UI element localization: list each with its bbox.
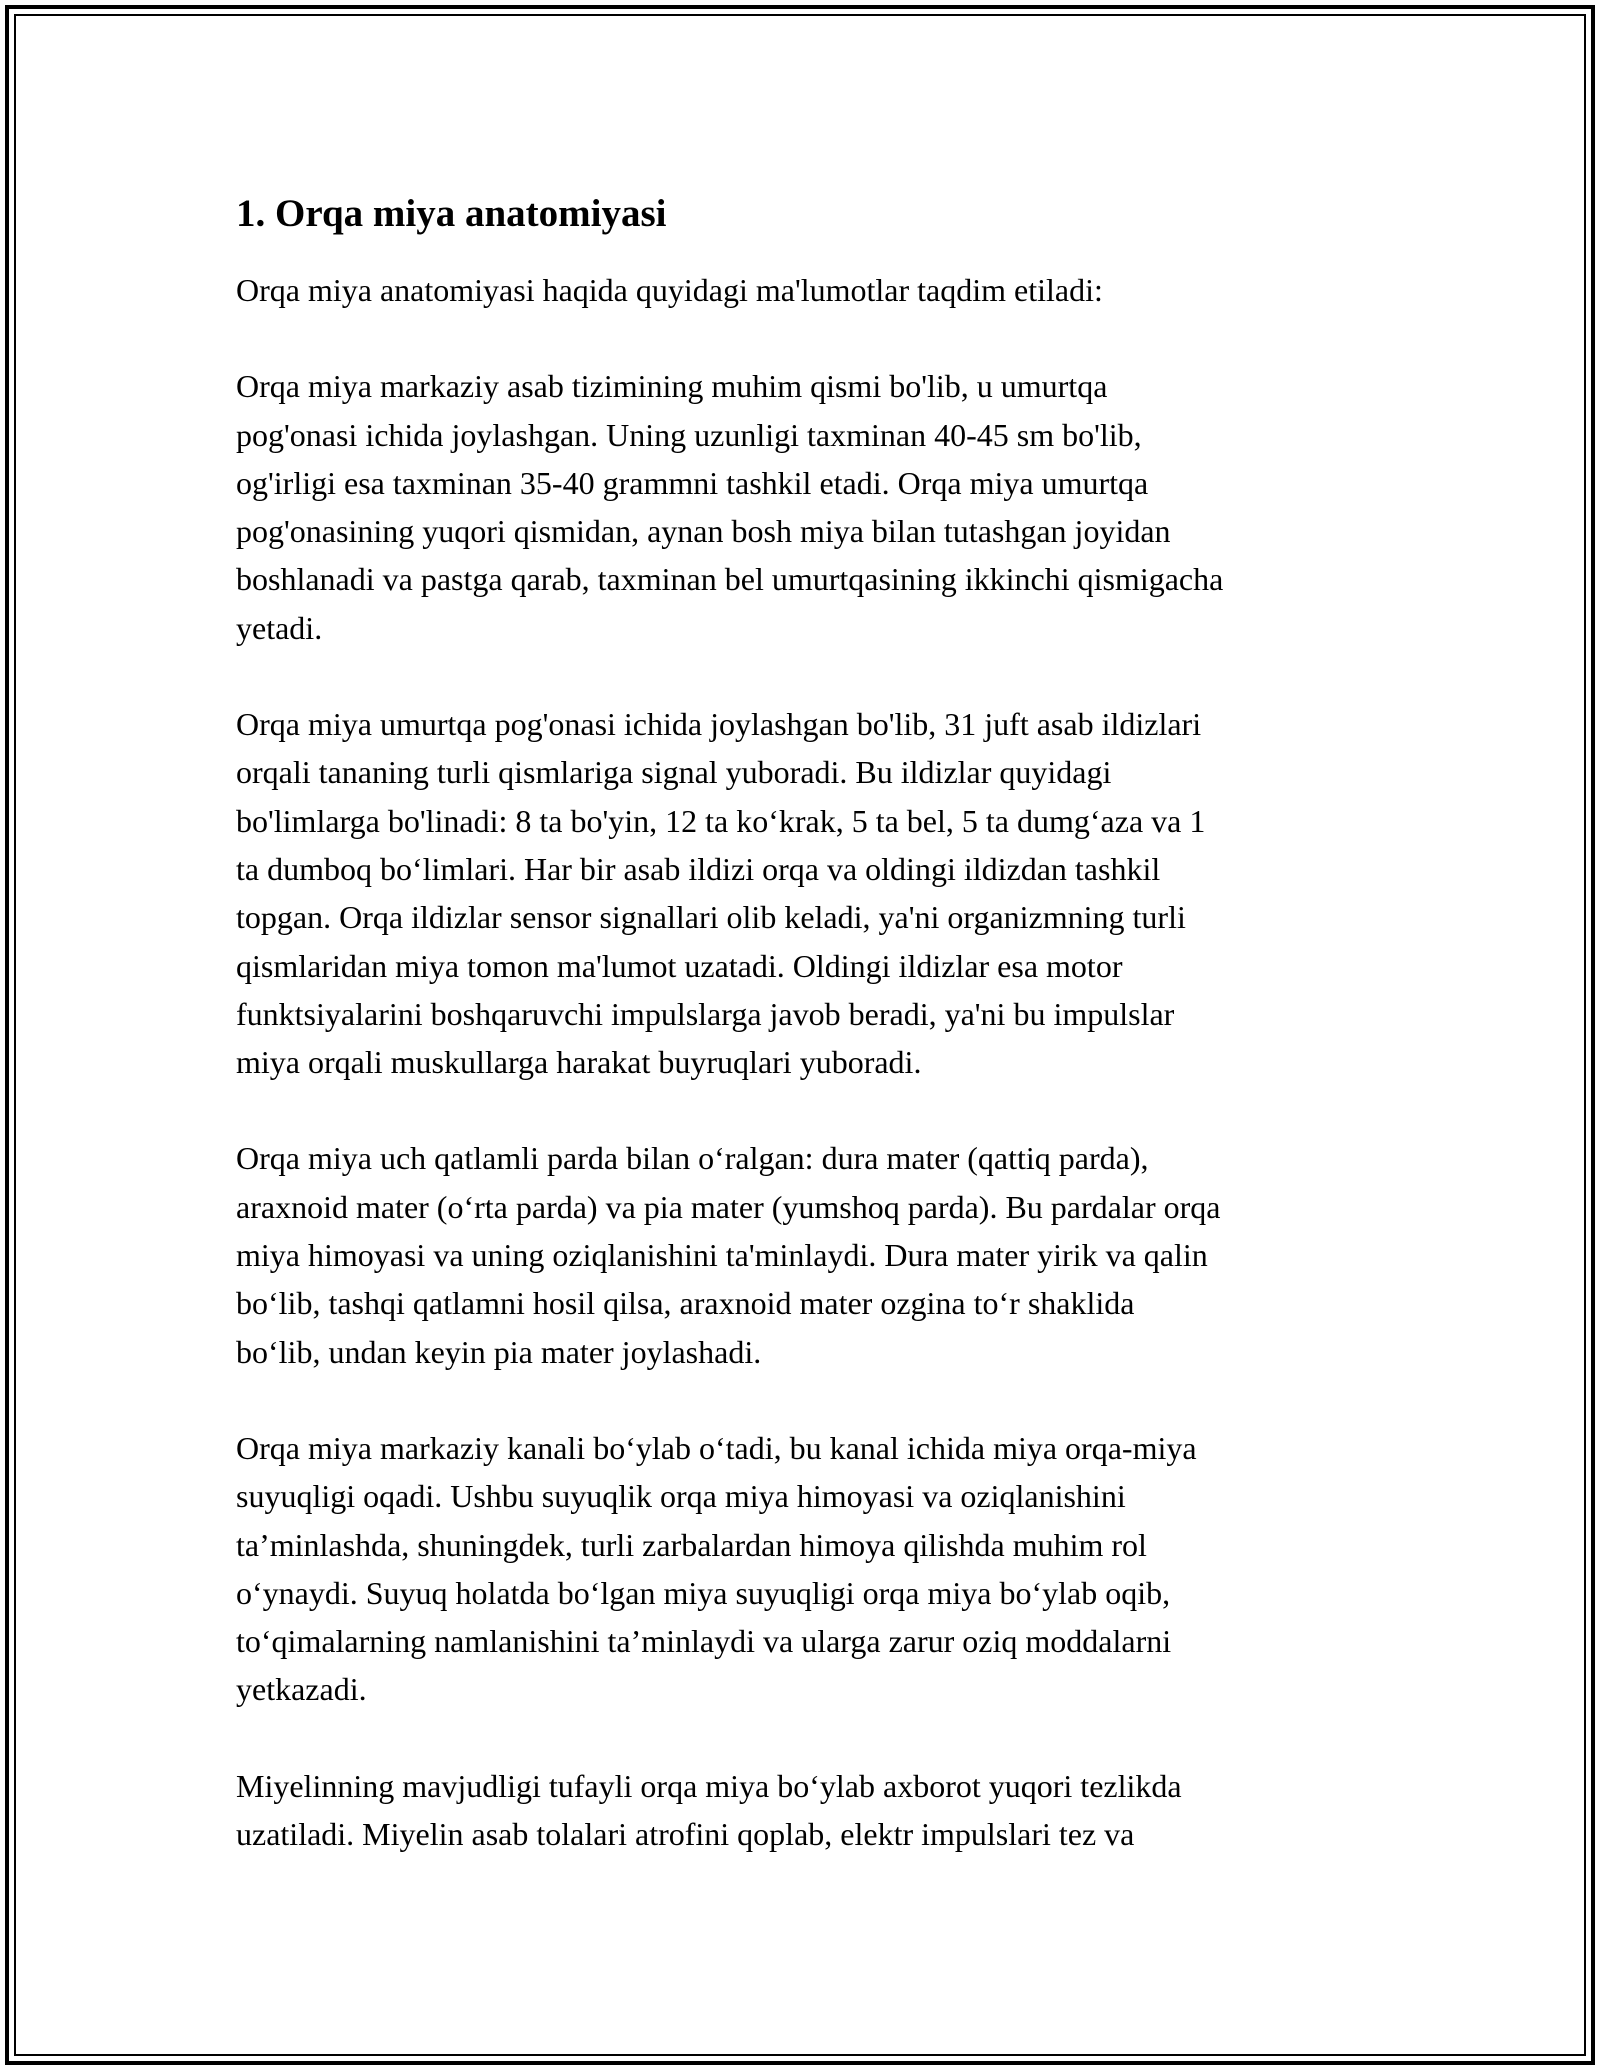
paragraph-central-canal: Orqa miya markaziy kanali bo‘ylab o‘tadi, bu kanal ichida miya orqa-miya suyuqligi oqadi. Ushbu suyuqlik orqa miya himoyasi va oziqlanishini ta’minlashda, shuningdek, turli zarbalardan himoya qilishda muhim rol o‘ynaydi. Suyuq holatda bo‘lgan miya suyuqligi orqa miya bo‘ylab oqib, to‘qimalarning namlanishini ta’minlaydi va ularga zarur oziq moddalarni yetkazadi. bbox=[236, 1429, 1197, 1708]
paragraph-location: Orqa miya markaziy asab tizimining muhim qismi bo'lib, u umurtqa pog'onasi ichida joylashgan. Uning uzunligi taxminan 40-45 sm bo'lib, og'irligi esa taxminan 35-40 grammni tashkil etadi. Orqa miya umurtqa pog'onasining yuqori qismidan, aynan bosh miya bilan tutashgan joyidan boshlanadi va pastga qarab, taxminan bel umurtqasining ikkinchi qismigacha yetadi. bbox=[236, 368, 1224, 646]
document-body bbox=[236, 188, 1376, 1906]
paragraph-nerve-roots: Orqa miya umurtqa pog'onasi ichida joylashgan bo'lib, 31 juft asab ildizlari orqali tananing turli qismlariga signal yuboradi. Bu ildizlar quyidagi bo'limlarga bo'linadi: 8 ta bo'yin, 12 ta ko‘krak, 5 ta bel, 5 ta dumg‘aza va 1 ta dumboq bo‘limlari. Har bir asab ildizi orqa va oldingi ildizdan tashkil topgan. Orqa ildizlar sensor signallari olib keladi, ya'ni organizmning turli qismlaridan miya tomon ma'lumot uzatadi. Oldingi ildizlar esa motor funktsiyalarini boshqaruvchi impulslarga javob beradi, ya'ni bu impulslar miya orqali muskullarga harakat buyruqlari yuboradi. bbox=[236, 706, 1206, 1081]
intro-paragraph: Orqa miya anatomiyasi haqida quyidagi ma'lumotlar taqdim etiladi: bbox=[236, 272, 1103, 308]
paragraph-meninges: Orqa miya uch qatlamli parda bilan o‘ralgan: dura mater (qattiq parda), araxnoid mater (o‘rta parda) va pia mater (yumshoq parda). Bu pardalar orqa miya himoyasi va uning oziqlanishini ta'minlaydi. Dura mater yirik va qalin bo‘lib, tashqi qatlamni hosil qilsa, araxnoid mater ozgina to‘r shaklida bo‘lib, undan keyin pia mater joylashadi. bbox=[236, 1140, 1221, 1370]
section-heading: 1. Orqa miya anatomiyasi bbox=[236, 192, 667, 235]
paragraph-myelin: Miyelinning mavjudligi tufayli orqa miya bo‘ylab axborot yuqori tezlikda uzatiladi. Miyelin asab tolalari atrofini qoplab, elektr impulslari tez va bbox=[236, 1767, 1182, 1853]
